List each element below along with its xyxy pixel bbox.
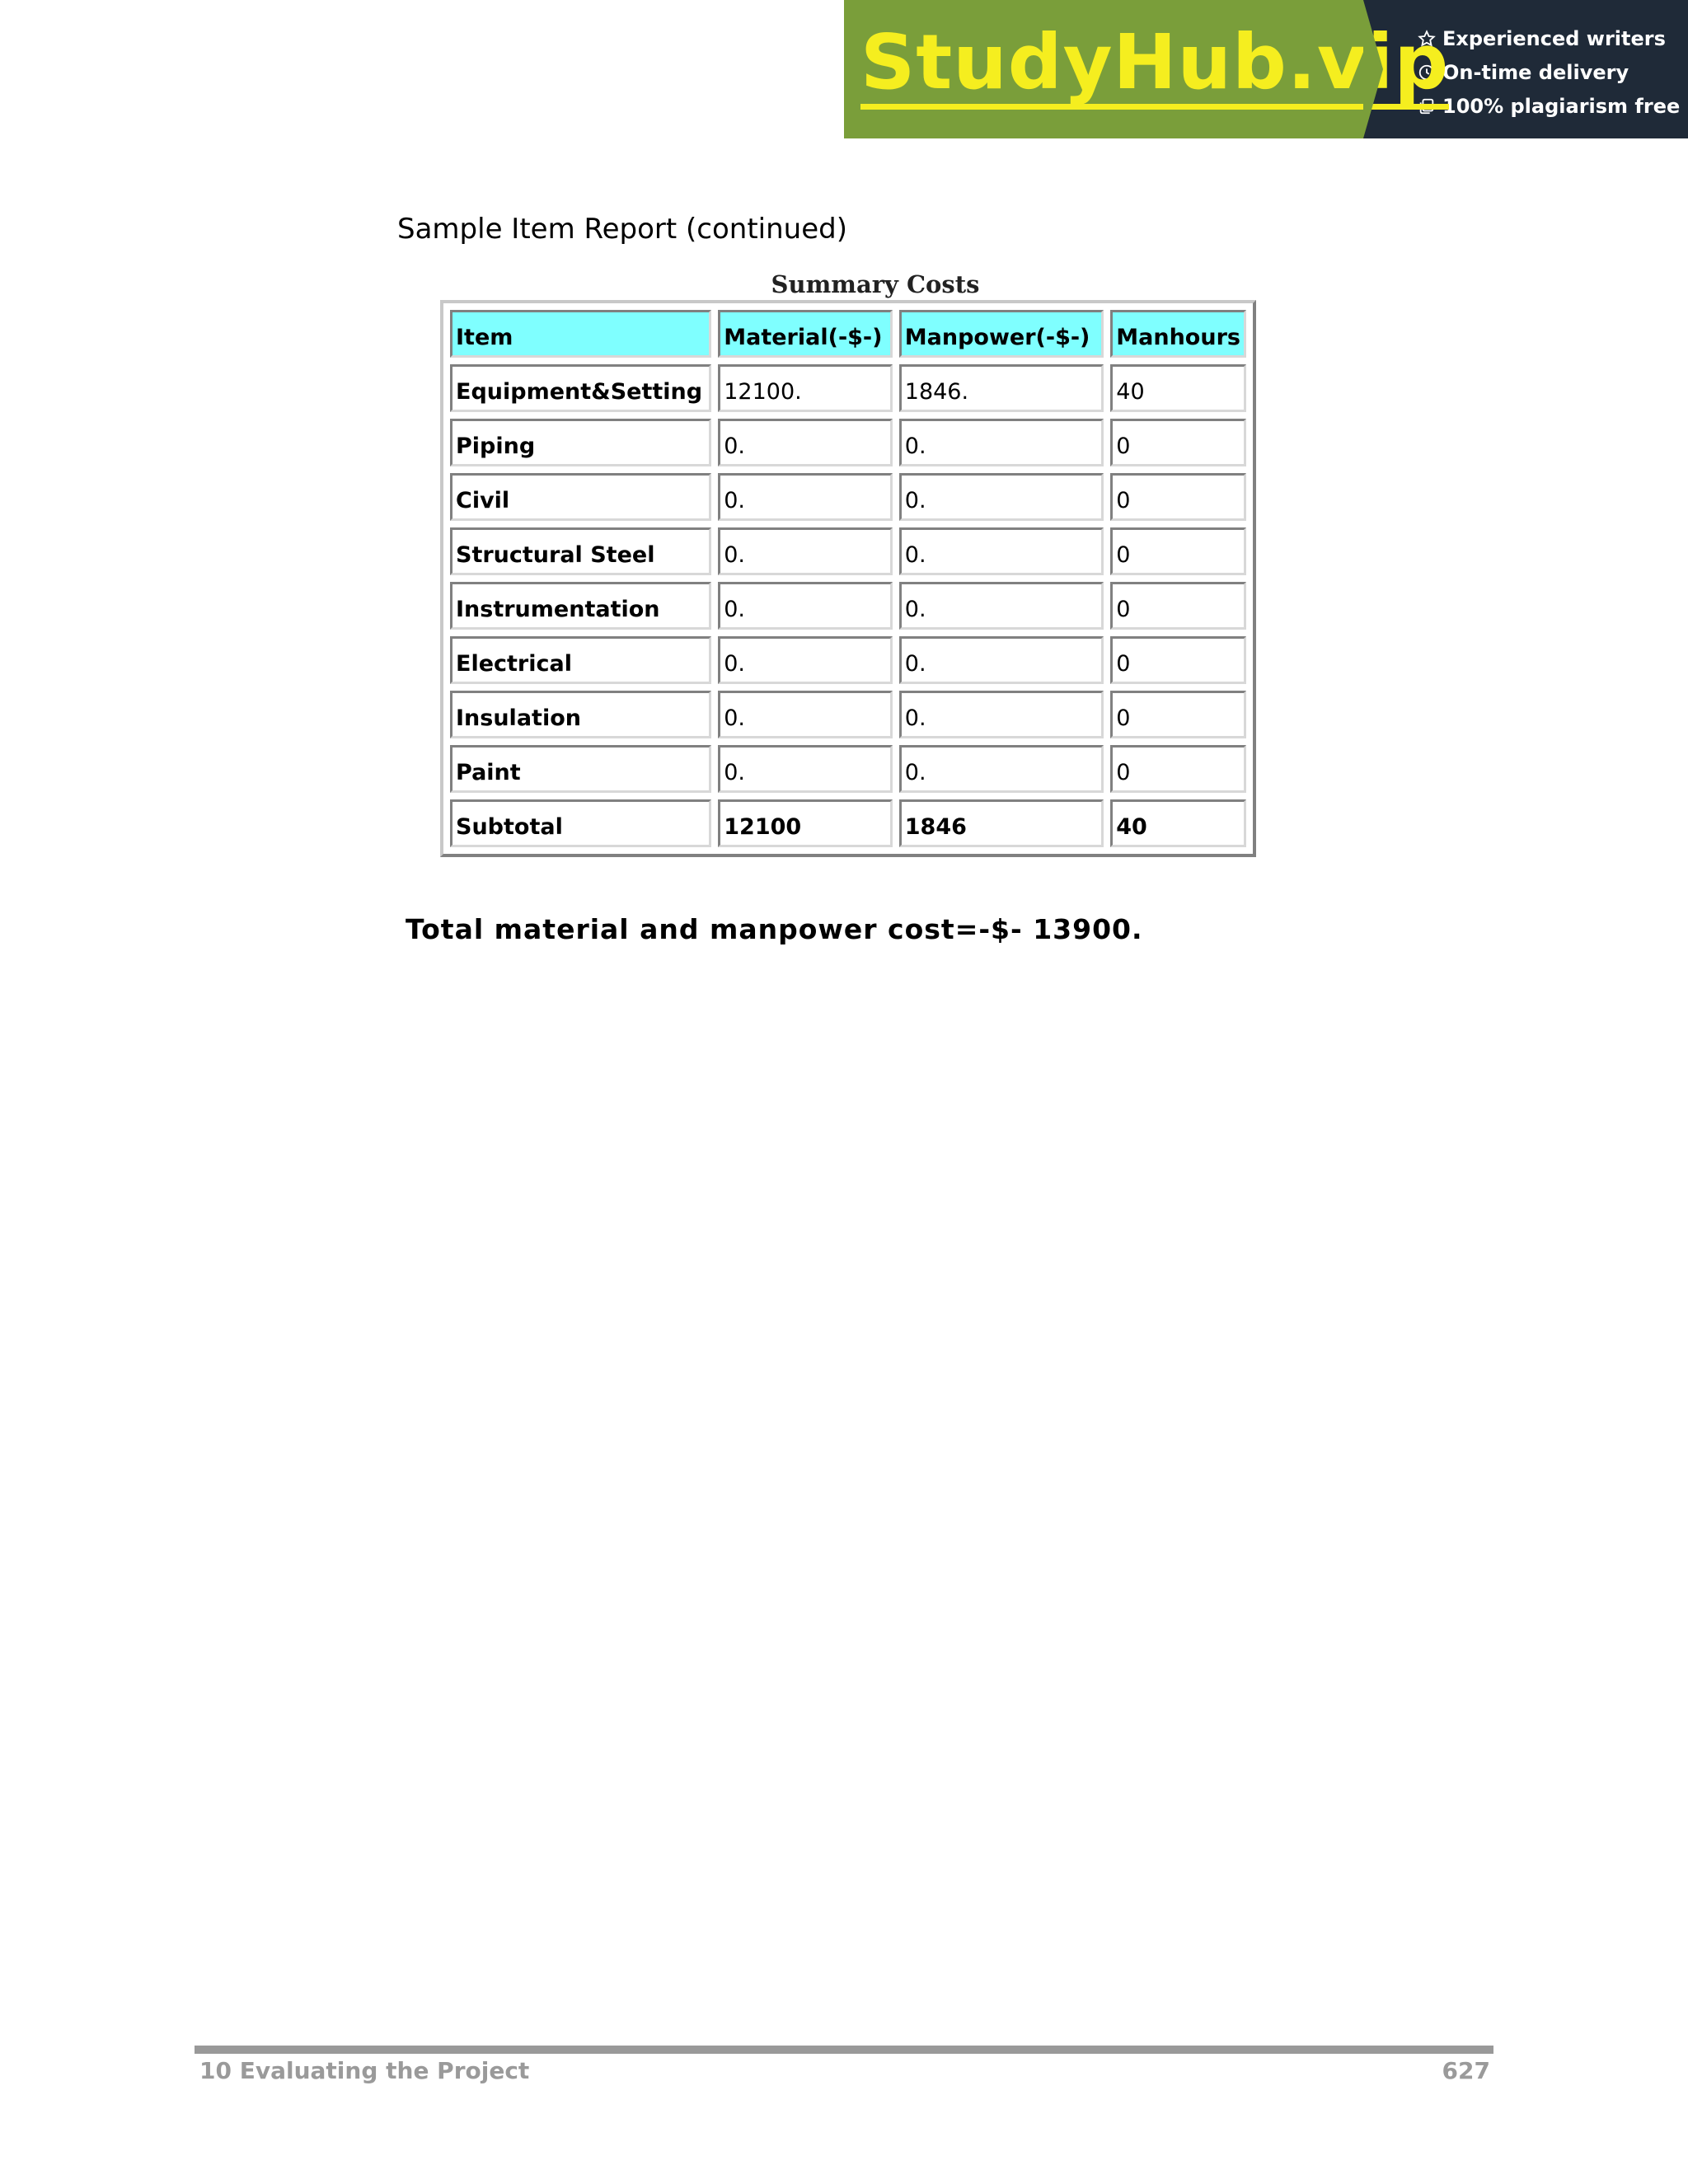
feature-label: 100% plagiarism free bbox=[1442, 94, 1681, 118]
cell-material: 0. bbox=[718, 473, 893, 521]
table-row bbox=[450, 745, 1246, 793]
cell-manhours: 40 bbox=[1110, 364, 1246, 412]
cell-manhours: 0 bbox=[1110, 691, 1246, 738]
feature-label: On-time delivery bbox=[1442, 60, 1629, 84]
cell-manpower: 0. bbox=[899, 691, 1104, 738]
cell-manpower: 0. bbox=[899, 419, 1104, 466]
cell-material: 0. bbox=[718, 691, 893, 738]
cell-material: 0. bbox=[718, 419, 893, 466]
cell-manhours: 0 bbox=[1110, 527, 1246, 575]
footer-divider bbox=[195, 2046, 1493, 2054]
studyhub-banner[interactable] bbox=[844, 0, 1688, 138]
feature-on-time-delivery bbox=[1416, 55, 1688, 89]
footer-page-number: 627 bbox=[1442, 2057, 1490, 2084]
summary-costs-table bbox=[440, 300, 1256, 857]
banner-brand-panel[interactable] bbox=[844, 0, 1450, 138]
cell-manpower: 0. bbox=[899, 527, 1104, 575]
header-item: Item bbox=[450, 310, 711, 358]
footer-chapter-title: 10 Evaluating the Project bbox=[199, 2057, 530, 2084]
cell-manpower: 1846 bbox=[899, 799, 1104, 847]
table-row bbox=[450, 636, 1246, 684]
cell-manpower: 0. bbox=[899, 582, 1104, 630]
table-row bbox=[450, 691, 1246, 738]
cell-item: Instrumentation bbox=[450, 582, 711, 630]
cell-manpower: 0. bbox=[899, 745, 1104, 793]
table-caption: Summary Costs bbox=[771, 270, 980, 298]
cell-item: Piping bbox=[450, 419, 711, 466]
cell-material: 0. bbox=[718, 582, 893, 630]
table-row bbox=[450, 364, 1246, 412]
cell-manpower: 1846. bbox=[899, 364, 1104, 412]
header-material: Material(-$-) bbox=[718, 310, 893, 358]
cell-item: Subtotal bbox=[450, 799, 711, 847]
cell-manhours: 0 bbox=[1110, 419, 1246, 466]
cell-manhours: 0 bbox=[1110, 582, 1246, 630]
cell-material: 0. bbox=[718, 527, 893, 575]
cell-manpower: 0. bbox=[899, 473, 1104, 521]
cell-material: 0. bbox=[718, 636, 893, 684]
table-row bbox=[450, 473, 1246, 521]
table-header-row bbox=[450, 310, 1246, 358]
total-cost-line: Total material and manpower cost=-$- 13900. bbox=[406, 913, 1143, 945]
cell-manpower: 0. bbox=[899, 636, 1104, 684]
section-intro: Sample Item Report (continued) bbox=[397, 213, 847, 246]
header-manpower: Manpower(-$-) bbox=[899, 310, 1104, 358]
brand-logo[interactable]: StudyHub.vip bbox=[860, 21, 1449, 110]
table-row bbox=[450, 582, 1246, 630]
cell-material: 12100 bbox=[718, 799, 893, 847]
feature-experienced-writers bbox=[1416, 21, 1688, 55]
cell-item: Insulation bbox=[450, 691, 711, 738]
feature-label: Experienced writers bbox=[1442, 26, 1666, 50]
feature-plagiarism-free bbox=[1416, 89, 1688, 123]
cell-material: 0. bbox=[718, 745, 893, 793]
header-manhours: Manhours bbox=[1110, 310, 1246, 358]
cell-item: Paint bbox=[450, 745, 711, 793]
table-row-subtotal bbox=[450, 799, 1246, 847]
cell-manhours: 0 bbox=[1110, 473, 1246, 521]
cell-item: Equipment&Setting bbox=[450, 364, 711, 412]
table-row bbox=[450, 527, 1246, 575]
cell-manhours: 0 bbox=[1110, 636, 1246, 684]
cell-material: 12100. bbox=[718, 364, 893, 412]
cell-item: Structural Steel bbox=[450, 527, 711, 575]
cell-item: Electrical bbox=[450, 636, 711, 684]
cell-manhours: 0 bbox=[1110, 745, 1246, 793]
table-row bbox=[450, 419, 1246, 466]
cell-manhours: 40 bbox=[1110, 799, 1246, 847]
cell-item: Civil bbox=[450, 473, 711, 521]
